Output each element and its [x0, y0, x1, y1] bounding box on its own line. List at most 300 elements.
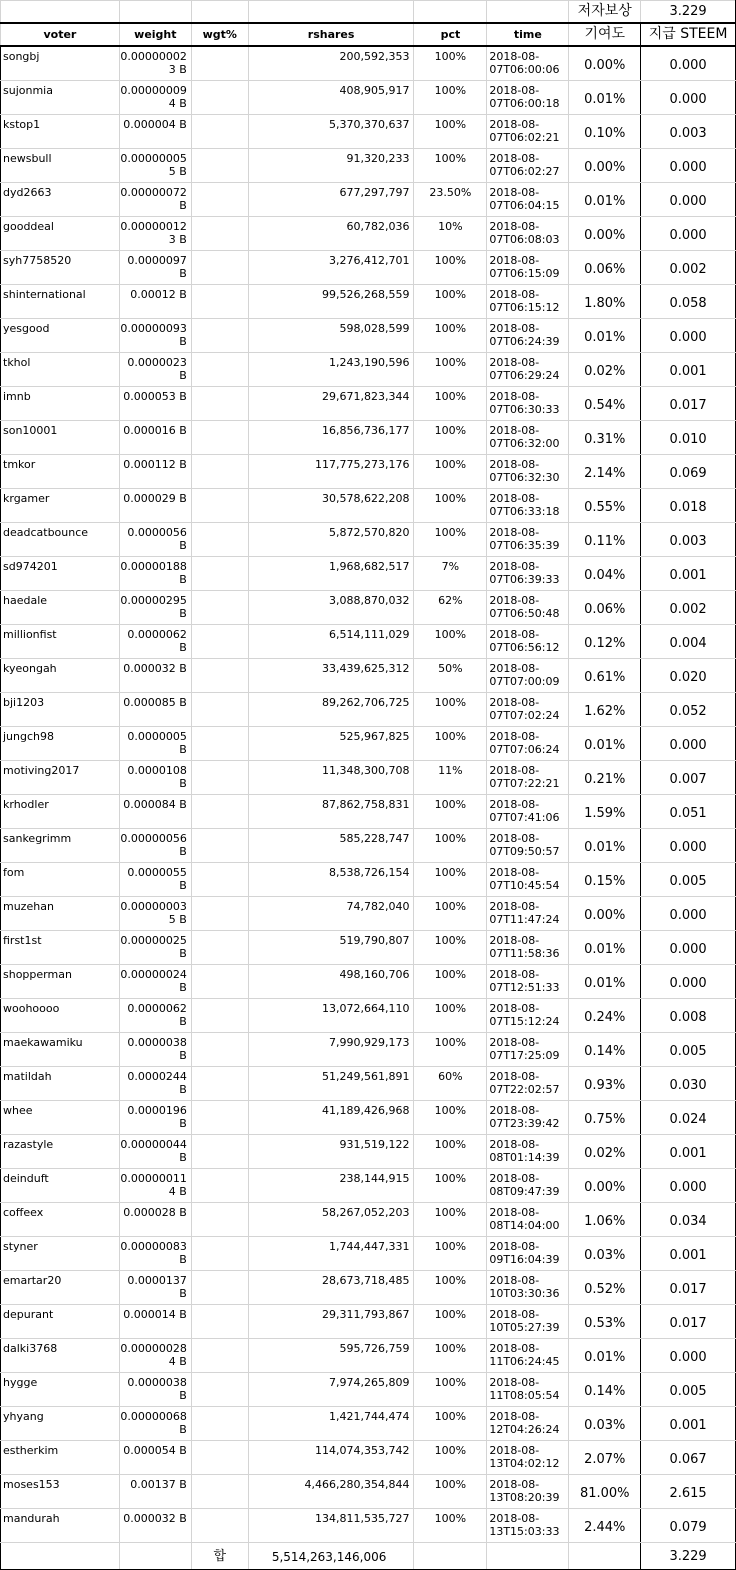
- cell-voter[interactable]: dyd2663: [1, 183, 120, 217]
- cell-contrib[interactable]: 0.24%: [569, 999, 641, 1033]
- cell-contrib[interactable]: 2.14%: [569, 455, 641, 489]
- cell-wgt[interactable]: [191, 183, 248, 217]
- cell-pct[interactable]: 100%: [414, 1407, 487, 1441]
- cell-wgt[interactable]: [191, 931, 248, 965]
- cell-weight[interactable]: 0.00000009 4 B: [119, 81, 191, 115]
- cell-voter[interactable]: moses153: [1, 1475, 120, 1509]
- cell-rshares[interactable]: 117,775,273,176: [248, 455, 414, 489]
- cell-voter[interactable]: son10001: [1, 421, 120, 455]
- cell-time[interactable]: 2018-08-08T14:04:00: [487, 1203, 569, 1237]
- cell-voter[interactable]: tkhol: [1, 353, 120, 387]
- cell-voter[interactable]: first1st: [1, 931, 120, 965]
- cell-pct[interactable]: 100%: [414, 115, 487, 149]
- cell-time[interactable]: 2018-08-12T04:26:24: [487, 1407, 569, 1441]
- cell-pct[interactable]: 23.50%: [414, 183, 487, 217]
- cell-contrib[interactable]: 0.12%: [569, 625, 641, 659]
- header-weight[interactable]: weight: [119, 23, 191, 46]
- cell-wgt[interactable]: [191, 863, 248, 897]
- cell-time[interactable]: 2018-08-13T04:02:12: [487, 1441, 569, 1475]
- cell-wgt[interactable]: [191, 387, 248, 421]
- cell-wgt[interactable]: [191, 46, 248, 81]
- cell-pct[interactable]: 100%: [414, 897, 487, 931]
- cell-rshares[interactable]: 4,466,280,354,844: [248, 1475, 414, 1509]
- cell-steem[interactable]: 0.030: [641, 1067, 736, 1101]
- cell-rshares[interactable]: 1,243,190,596: [248, 353, 414, 387]
- cell-pct[interactable]: 10%: [414, 217, 487, 251]
- cell-steem[interactable]: 0.052: [641, 693, 736, 727]
- cell-steem[interactable]: 0.001: [641, 1237, 736, 1271]
- cell-weight[interactable]: 0.000029 B: [119, 489, 191, 523]
- cell-time[interactable]: 2018-08-07T06:24:39: [487, 319, 569, 353]
- cell-time[interactable]: 2018-08-07T06:56:12: [487, 625, 569, 659]
- cell-steem[interactable]: 0.017: [641, 1305, 736, 1339]
- cell-rshares[interactable]: 3,088,870,032: [248, 591, 414, 625]
- cell-weight[interactable]: 0.00000188 B: [119, 557, 191, 591]
- cell-pct[interactable]: 100%: [414, 863, 487, 897]
- cell-contrib[interactable]: 2.07%: [569, 1441, 641, 1475]
- cell-contrib[interactable]: 0.01%: [569, 931, 641, 965]
- cell-rshares[interactable]: 29,671,823,344: [248, 387, 414, 421]
- cell-time[interactable]: 2018-08-07T23:39:42: [487, 1101, 569, 1135]
- cell-wgt[interactable]: [191, 829, 248, 863]
- cell-steem[interactable]: 0.017: [641, 387, 736, 421]
- cell-time[interactable]: 2018-08-08T01:14:39: [487, 1135, 569, 1169]
- cell-contrib[interactable]: 0.00%: [569, 217, 641, 251]
- cell-steem[interactable]: 0.001: [641, 557, 736, 591]
- cell-steem[interactable]: 0.008: [641, 999, 736, 1033]
- cell-wgt[interactable]: [191, 455, 248, 489]
- cell-contrib[interactable]: 0.75%: [569, 1101, 641, 1135]
- cell-steem[interactable]: 0.001: [641, 353, 736, 387]
- cell-contrib[interactable]: 0.06%: [569, 251, 641, 285]
- cell-steem[interactable]: 0.024: [641, 1101, 736, 1135]
- cell-steem[interactable]: 2.615: [641, 1475, 736, 1509]
- cell-contrib[interactable]: 0.14%: [569, 1033, 641, 1067]
- cell-contrib[interactable]: 1.59%: [569, 795, 641, 829]
- cell-steem[interactable]: 0.005: [641, 1373, 736, 1407]
- cell-steem[interactable]: 0.079: [641, 1509, 736, 1543]
- cell-voter[interactable]: mandurah: [1, 1509, 120, 1543]
- cell-wgt[interactable]: [191, 251, 248, 285]
- cell-contrib[interactable]: 0.10%: [569, 115, 641, 149]
- cell-steem[interactable]: 0.000: [641, 897, 736, 931]
- cell-contrib[interactable]: 0.15%: [569, 863, 641, 897]
- cell-time[interactable]: 2018-08-07T06:32:00: [487, 421, 569, 455]
- cell-rshares[interactable]: 5,872,570,820: [248, 523, 414, 557]
- cell-pct[interactable]: 100%: [414, 1169, 487, 1203]
- cell-wgt[interactable]: [191, 1441, 248, 1475]
- cell-steem[interactable]: 0.002: [641, 591, 736, 625]
- cell-steem[interactable]: 0.000: [641, 1339, 736, 1373]
- cell-time[interactable]: 2018-08-07T06:00:18: [487, 81, 569, 115]
- cell-weight[interactable]: 0.0000038 B: [119, 1033, 191, 1067]
- cell-weight[interactable]: 0.0000062 B: [119, 999, 191, 1033]
- cell-wgt[interactable]: [191, 659, 248, 693]
- cell-steem[interactable]: 0.005: [641, 863, 736, 897]
- cell-rshares[interactable]: 11,348,300,708: [248, 761, 414, 795]
- cell-wgt[interactable]: [191, 727, 248, 761]
- cell-time[interactable]: 2018-08-13T08:20:39: [487, 1475, 569, 1509]
- cell-weight[interactable]: 0.00000012 3 B: [119, 217, 191, 251]
- cell-steem[interactable]: 0.001: [641, 1407, 736, 1441]
- cell-wgt[interactable]: [191, 1339, 248, 1373]
- cell-time[interactable]: 2018-08-07T11:47:24: [487, 897, 569, 931]
- header-contrib[interactable]: 기여도: [569, 23, 641, 46]
- cell-contrib[interactable]: 0.31%: [569, 421, 641, 455]
- cell-wgt[interactable]: [191, 319, 248, 353]
- cell-rshares[interactable]: 931,519,122: [248, 1135, 414, 1169]
- cell-wgt[interactable]: [191, 489, 248, 523]
- cell-rshares[interactable]: 89,262,706,725: [248, 693, 414, 727]
- cell-steem[interactable]: 0.020: [641, 659, 736, 693]
- cell-time[interactable]: 2018-08-07T15:12:24: [487, 999, 569, 1033]
- cell-weight[interactable]: 0.00137 B: [119, 1475, 191, 1509]
- cell-contrib[interactable]: 0.02%: [569, 1135, 641, 1169]
- cell-voter[interactable]: motiving2017: [1, 761, 120, 795]
- cell-steem[interactable]: 0.000: [641, 965, 736, 999]
- cell-steem[interactable]: 0.000: [641, 727, 736, 761]
- cell-weight[interactable]: 0.0000137 B: [119, 1271, 191, 1305]
- cell-voter[interactable]: syh7758520: [1, 251, 120, 285]
- cell-wgt[interactable]: [191, 1169, 248, 1203]
- cell-weight[interactable]: 0.000032 B: [119, 1509, 191, 1543]
- cell-time[interactable]: 2018-08-07T06:33:18: [487, 489, 569, 523]
- cell-voter[interactable]: woohoooo: [1, 999, 120, 1033]
- cell-voter[interactable]: deadcatbounce: [1, 523, 120, 557]
- cell-time[interactable]: 2018-08-07T07:00:09: [487, 659, 569, 693]
- cell-rshares[interactable]: 99,526,268,559: [248, 285, 414, 319]
- header-pct[interactable]: pct: [414, 23, 487, 46]
- cell-weight[interactable]: 0.00000028 4 B: [119, 1339, 191, 1373]
- cell-pct[interactable]: 100%: [414, 1373, 487, 1407]
- cell-pct[interactable]: 100%: [414, 829, 487, 863]
- cell-weight[interactable]: 0.000112 B: [119, 455, 191, 489]
- cell-rshares[interactable]: 519,790,807: [248, 931, 414, 965]
- cell-voter[interactable]: newsbull: [1, 149, 120, 183]
- cell-wgt[interactable]: [191, 1237, 248, 1271]
- cell-time[interactable]: 2018-08-07T11:58:36: [487, 931, 569, 965]
- cell-time[interactable]: 2018-08-11T08:05:54: [487, 1373, 569, 1407]
- cell-voter[interactable]: whee: [1, 1101, 120, 1135]
- cell-contrib[interactable]: 0.03%: [569, 1407, 641, 1441]
- cell-contrib[interactable]: 0.02%: [569, 353, 641, 387]
- cell-voter[interactable]: shopperman: [1, 965, 120, 999]
- cell-contrib[interactable]: 0.01%: [569, 829, 641, 863]
- cell-weight[interactable]: 0.000085 B: [119, 693, 191, 727]
- cell-weight[interactable]: 0.0000055 B: [119, 863, 191, 897]
- cell-wgt[interactable]: [191, 115, 248, 149]
- cell-rshares[interactable]: 114,074,353,742: [248, 1441, 414, 1475]
- cell-pct[interactable]: 100%: [414, 1101, 487, 1135]
- cell-wgt[interactable]: [191, 999, 248, 1033]
- cell-weight[interactable]: 0.000054 B: [119, 1441, 191, 1475]
- cell-wgt[interactable]: [191, 557, 248, 591]
- cell-voter[interactable]: muzehan: [1, 897, 120, 931]
- cell-wgt[interactable]: [191, 421, 248, 455]
- cell-wgt[interactable]: [191, 1305, 248, 1339]
- cell-weight[interactable]: 0.0000056 B: [119, 523, 191, 557]
- cell-time[interactable]: 2018-08-07T06:02:27: [487, 149, 569, 183]
- cell-contrib[interactable]: 1.62%: [569, 693, 641, 727]
- cell-contrib[interactable]: 0.53%: [569, 1305, 641, 1339]
- cell-contrib[interactable]: 1.80%: [569, 285, 641, 319]
- cell-time[interactable]: 2018-08-07T06:04:15: [487, 183, 569, 217]
- cell-time[interactable]: 2018-08-09T16:04:39: [487, 1237, 569, 1271]
- cell-contrib[interactable]: 0.52%: [569, 1271, 641, 1305]
- cell-steem[interactable]: 0.058: [641, 285, 736, 319]
- cell-weight[interactable]: 0.00000002 3 B: [119, 46, 191, 81]
- cell-steem[interactable]: 0.000: [641, 149, 736, 183]
- cell-steem[interactable]: 0.000: [641, 81, 736, 115]
- cell-steem[interactable]: 0.002: [641, 251, 736, 285]
- cell-pct[interactable]: 100%: [414, 931, 487, 965]
- cell-wgt[interactable]: [191, 1475, 248, 1509]
- cell-contrib[interactable]: 2.44%: [569, 1509, 641, 1543]
- cell-pct[interactable]: 100%: [414, 1305, 487, 1339]
- cell-voter[interactable]: jungch98: [1, 727, 120, 761]
- cell-time[interactable]: 2018-08-07T06:35:39: [487, 523, 569, 557]
- cell-pct[interactable]: 100%: [414, 149, 487, 183]
- cell-pct[interactable]: 100%: [414, 1135, 487, 1169]
- cell-rshares[interactable]: 29,311,793,867: [248, 1305, 414, 1339]
- cell-voter[interactable]: maekawamiku: [1, 1033, 120, 1067]
- cell-contrib[interactable]: 0.06%: [569, 591, 641, 625]
- cell-time[interactable]: 2018-08-08T09:47:39: [487, 1169, 569, 1203]
- cell-weight[interactable]: 0.0000196 B: [119, 1101, 191, 1135]
- cell-steem[interactable]: 0.003: [641, 523, 736, 557]
- cell-wgt[interactable]: [191, 761, 248, 795]
- cell-weight[interactable]: 0.000028 B: [119, 1203, 191, 1237]
- cell-pct[interactable]: 50%: [414, 659, 487, 693]
- cell-steem[interactable]: 0.000: [641, 1169, 736, 1203]
- cell-voter[interactable]: songbj: [1, 46, 120, 81]
- cell-weight[interactable]: 0.0000062 B: [119, 625, 191, 659]
- cell-weight[interactable]: 0.00000072 B: [119, 183, 191, 217]
- cell-pct[interactable]: 100%: [414, 353, 487, 387]
- cell-time[interactable]: 2018-08-07T06:39:33: [487, 557, 569, 591]
- cell-voter[interactable]: sd974201: [1, 557, 120, 591]
- cell-time[interactable]: 2018-08-07T06:29:24: [487, 353, 569, 387]
- cell-rshares[interactable]: 7,974,265,809: [248, 1373, 414, 1407]
- cell-contrib[interactable]: 0.01%: [569, 1339, 641, 1373]
- cell-wgt[interactable]: [191, 353, 248, 387]
- cell-pct[interactable]: 100%: [414, 489, 487, 523]
- cell-steem[interactable]: 0.051: [641, 795, 736, 829]
- cell-contrib[interactable]: 0.01%: [569, 81, 641, 115]
- cell-wgt[interactable]: [191, 1067, 248, 1101]
- cell-voter[interactable]: kstop1: [1, 115, 120, 149]
- cell-pct[interactable]: 100%: [414, 421, 487, 455]
- cell-contrib[interactable]: 0.93%: [569, 1067, 641, 1101]
- cell-pct[interactable]: 100%: [414, 1271, 487, 1305]
- cell-pct[interactable]: 100%: [414, 455, 487, 489]
- cell-contrib[interactable]: 0.00%: [569, 897, 641, 931]
- cell-time[interactable]: 2018-08-07T07:41:06: [487, 795, 569, 829]
- cell-wgt[interactable]: [191, 1373, 248, 1407]
- cell-rshares[interactable]: 525,967,825: [248, 727, 414, 761]
- cell-voter[interactable]: razastyle: [1, 1135, 120, 1169]
- cell-contrib[interactable]: 0.04%: [569, 557, 641, 591]
- cell-wgt[interactable]: [191, 217, 248, 251]
- cell-steem[interactable]: 0.010: [641, 421, 736, 455]
- cell-contrib[interactable]: 0.01%: [569, 183, 641, 217]
- cell-contrib[interactable]: 0.54%: [569, 387, 641, 421]
- cell-steem[interactable]: 0.001: [641, 1135, 736, 1169]
- cell-rshares[interactable]: 60,782,036: [248, 217, 414, 251]
- cell-contrib[interactable]: 0.01%: [569, 965, 641, 999]
- cell-voter[interactable]: styner: [1, 1237, 120, 1271]
- cell-time[interactable]: 2018-08-07T06:08:03: [487, 217, 569, 251]
- cell-steem[interactable]: 0.000: [641, 217, 736, 251]
- cell-time[interactable]: 2018-08-07T12:51:33: [487, 965, 569, 999]
- cell-rshares[interactable]: 595,726,759: [248, 1339, 414, 1373]
- cell-wgt[interactable]: [191, 591, 248, 625]
- cell-rshares[interactable]: 33,439,625,312: [248, 659, 414, 693]
- cell-rshares[interactable]: 16,856,736,177: [248, 421, 414, 455]
- cell-steem[interactable]: 0.004: [641, 625, 736, 659]
- cell-rshares[interactable]: 8,538,726,154: [248, 863, 414, 897]
- cell-pct[interactable]: 100%: [414, 1509, 487, 1543]
- header-voter[interactable]: voter: [1, 23, 120, 46]
- cell-wgt[interactable]: [191, 523, 248, 557]
- cell-pct[interactable]: 100%: [414, 319, 487, 353]
- cell-time[interactable]: 2018-08-07T06:32:30: [487, 455, 569, 489]
- cell-rshares[interactable]: 498,160,706: [248, 965, 414, 999]
- cell-wgt[interactable]: [191, 285, 248, 319]
- cell-weight[interactable]: 0.00000005 5 B: [119, 149, 191, 183]
- header-steem[interactable]: 지급 STEEM: [641, 23, 736, 46]
- cell-weight[interactable]: 0.00012 B: [119, 285, 191, 319]
- cell-voter[interactable]: fom: [1, 863, 120, 897]
- cell-wgt[interactable]: [191, 795, 248, 829]
- cell-rshares[interactable]: 6,514,111,029: [248, 625, 414, 659]
- cell-rshares[interactable]: 91,320,233: [248, 149, 414, 183]
- cell-wgt[interactable]: [191, 693, 248, 727]
- cell-time[interactable]: 2018-08-07T07:22:21: [487, 761, 569, 795]
- cell-rshares[interactable]: 238,144,915: [248, 1169, 414, 1203]
- cell-contrib[interactable]: 0.03%: [569, 1237, 641, 1271]
- cell-wgt[interactable]: [191, 1101, 248, 1135]
- cell-time[interactable]: 2018-08-07T22:02:57: [487, 1067, 569, 1101]
- cell-pct[interactable]: 100%: [414, 625, 487, 659]
- cell-steem[interactable]: 0.000: [641, 46, 736, 81]
- header-rshares[interactable]: rshares: [248, 23, 414, 46]
- cell-contrib[interactable]: 0.55%: [569, 489, 641, 523]
- cell-voter[interactable]: yhyang: [1, 1407, 120, 1441]
- cell-time[interactable]: 2018-08-07T06:00:06: [487, 46, 569, 81]
- cell-pct[interactable]: 100%: [414, 795, 487, 829]
- cell-voter[interactable]: hygge: [1, 1373, 120, 1407]
- cell-rshares[interactable]: 1,744,447,331: [248, 1237, 414, 1271]
- cell-contrib[interactable]: 0.21%: [569, 761, 641, 795]
- cell-weight[interactable]: 0.0000108 B: [119, 761, 191, 795]
- cell-time[interactable]: 2018-08-07T09:50:57: [487, 829, 569, 863]
- cell-wgt[interactable]: [191, 965, 248, 999]
- cell-rshares[interactable]: 74,782,040: [248, 897, 414, 931]
- cell-rshares[interactable]: 677,297,797: [248, 183, 414, 217]
- cell-pct[interactable]: 100%: [414, 1441, 487, 1475]
- cell-weight[interactable]: 0.000032 B: [119, 659, 191, 693]
- cell-pct[interactable]: 60%: [414, 1067, 487, 1101]
- cell-weight[interactable]: 0.00000044 B: [119, 1135, 191, 1169]
- cell-time[interactable]: 2018-08-10T03:30:36: [487, 1271, 569, 1305]
- cell-weight[interactable]: 0.000084 B: [119, 795, 191, 829]
- cell-weight[interactable]: 0.00000011 4 B: [119, 1169, 191, 1203]
- cell-pct[interactable]: 100%: [414, 1237, 487, 1271]
- cell-voter[interactable]: coffeex: [1, 1203, 120, 1237]
- cell-time[interactable]: 2018-08-07T06:15:09: [487, 251, 569, 285]
- cell-time[interactable]: 2018-08-13T15:03:33: [487, 1509, 569, 1543]
- cell-rshares[interactable]: 30,578,622,208: [248, 489, 414, 523]
- cell-time[interactable]: 2018-08-07T10:45:54: [487, 863, 569, 897]
- cell-weight[interactable]: 0.000014 B: [119, 1305, 191, 1339]
- cell-wgt[interactable]: [191, 81, 248, 115]
- cell-weight[interactable]: 0.00000003 5 B: [119, 897, 191, 931]
- cell-wgt[interactable]: [191, 1135, 248, 1169]
- cell-time[interactable]: 2018-08-10T05:27:39: [487, 1305, 569, 1339]
- cell-rshares[interactable]: 408,905,917: [248, 81, 414, 115]
- cell-voter[interactable]: deinduft: [1, 1169, 120, 1203]
- cell-steem[interactable]: 0.000: [641, 829, 736, 863]
- cell-contrib[interactable]: 81.00%: [569, 1475, 641, 1509]
- cell-voter[interactable]: shinternational: [1, 285, 120, 319]
- cell-contrib[interactable]: 0.00%: [569, 149, 641, 183]
- cell-contrib[interactable]: 0.14%: [569, 1373, 641, 1407]
- cell-weight[interactable]: 0.00000025 B: [119, 931, 191, 965]
- cell-wgt[interactable]: [191, 1407, 248, 1441]
- cell-weight[interactable]: 0.000016 B: [119, 421, 191, 455]
- cell-steem[interactable]: 0.007: [641, 761, 736, 795]
- cell-pct[interactable]: 100%: [414, 1203, 487, 1237]
- cell-steem[interactable]: 0.003: [641, 115, 736, 149]
- cell-contrib[interactable]: 0.11%: [569, 523, 641, 557]
- cell-voter[interactable]: matildah: [1, 1067, 120, 1101]
- cell-time[interactable]: 2018-08-07T17:25:09: [487, 1033, 569, 1067]
- cell-wgt[interactable]: [191, 1033, 248, 1067]
- cell-weight[interactable]: 0.00000056 B: [119, 829, 191, 863]
- cell-steem[interactable]: 0.067: [641, 1441, 736, 1475]
- cell-time[interactable]: 2018-08-11T06:24:45: [487, 1339, 569, 1373]
- cell-steem[interactable]: 0.000: [641, 931, 736, 965]
- cell-pct[interactable]: 11%: [414, 761, 487, 795]
- cell-steem[interactable]: 0.018: [641, 489, 736, 523]
- cell-steem[interactable]: 0.069: [641, 455, 736, 489]
- cell-rshares[interactable]: 13,072,664,110: [248, 999, 414, 1033]
- cell-voter[interactable]: imnb: [1, 387, 120, 421]
- cell-pct[interactable]: 100%: [414, 81, 487, 115]
- cell-rshares[interactable]: 1,421,744,474: [248, 1407, 414, 1441]
- cell-rshares[interactable]: 87,862,758,831: [248, 795, 414, 829]
- cell-wgt[interactable]: [191, 1271, 248, 1305]
- cell-wgt[interactable]: [191, 1509, 248, 1543]
- cell-weight[interactable]: 0.00000024 B: [119, 965, 191, 999]
- cell-voter[interactable]: millionfist: [1, 625, 120, 659]
- cell-time[interactable]: 2018-08-07T06:02:21: [487, 115, 569, 149]
- cell-wgt[interactable]: [191, 625, 248, 659]
- cell-weight[interactable]: 0.0000038 B: [119, 1373, 191, 1407]
- cell-voter[interactable]: gooddeal: [1, 217, 120, 251]
- cell-wgt[interactable]: [191, 1203, 248, 1237]
- cell-pct[interactable]: 100%: [414, 251, 487, 285]
- cell-voter[interactable]: estherkim: [1, 1441, 120, 1475]
- cell-weight[interactable]: 0.000053 B: [119, 387, 191, 421]
- cell-pct[interactable]: 100%: [414, 999, 487, 1033]
- cell-voter[interactable]: sujonmia: [1, 81, 120, 115]
- cell-weight[interactable]: 0.000004 B: [119, 115, 191, 149]
- cell-weight[interactable]: 0.0000023 B: [119, 353, 191, 387]
- cell-steem[interactable]: 0.017: [641, 1271, 736, 1305]
- cell-voter[interactable]: dalki3768: [1, 1339, 120, 1373]
